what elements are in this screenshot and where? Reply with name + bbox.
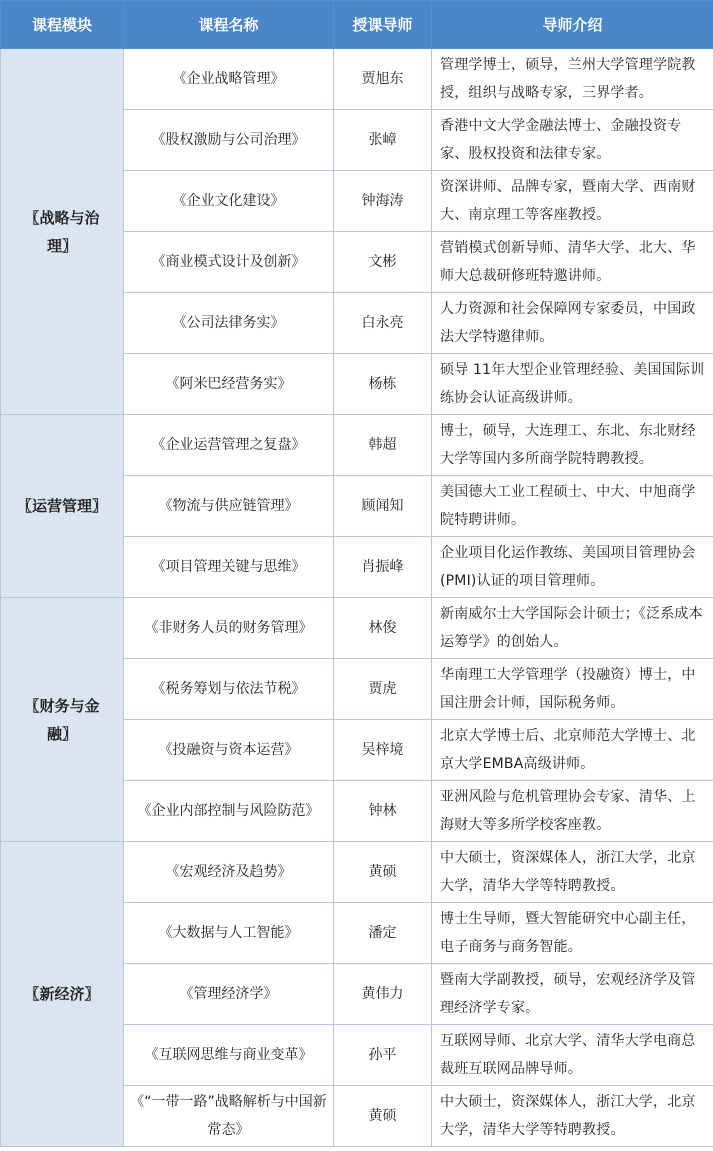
teacher-intro: 企业项目化运作教练、美国项目管理协会(PMI)认证的项目管理师。: [432, 537, 713, 598]
teacher-intro: 人力资源和社会保障网专家委员，中国政法大学特邀律师。: [432, 293, 713, 354]
module-cell: 〖财务与金融〗: [1, 598, 124, 842]
teacher-name: 林俊: [334, 598, 432, 659]
teacher-name: 吴梓境: [334, 720, 432, 781]
table-row: [1, 415, 713, 476]
teacher-intro: 中大硕士，资深媒体人，浙江大学，北京大学，清华大学等特聘教授。: [432, 1086, 713, 1147]
course-name: 《物流与供应链管理》: [124, 476, 334, 537]
teacher-name: 张嶂: [334, 110, 432, 171]
header-course: 课程名称: [124, 1, 334, 49]
teacher-name: 钟林: [334, 781, 432, 842]
teacher-name: 文彬: [334, 232, 432, 293]
course-name: 《阿米巴经营务实》: [124, 354, 334, 415]
module-cell: 〖新经济〗: [1, 842, 124, 1147]
course-name: 《商业模式设计及创新》: [124, 232, 334, 293]
course-name: 《项目管理关键与思维》: [124, 537, 334, 598]
header-module: 课程模块: [1, 1, 124, 49]
teacher-name: 韩超: [334, 415, 432, 476]
teacher-name: 潘定: [334, 903, 432, 964]
course-name: 《投融资与资本运营》: [124, 720, 334, 781]
teacher-intro: 北京大学博士后、北京师范大学博士、北京大学EMBA高级讲师。: [432, 720, 713, 781]
header-intro: 导师介绍: [432, 1, 713, 49]
teacher-intro: 新南威尔士大学国际会计硕士；《泛系成本运筹学》的创始人。: [432, 598, 713, 659]
teacher-intro: 香港中文大学金融法博士、金融投资专家、股权投资和法律专家。: [432, 110, 713, 171]
teacher-name: 杨栋: [334, 354, 432, 415]
teacher-name: 贾旭东: [334, 49, 432, 110]
course-name: 《大数据与人工智能》: [124, 903, 334, 964]
teacher-intro: 博士，硕导，大连理工、东北、东北财经大学等国内多所商学院特聘教授。: [432, 415, 713, 476]
teacher-name: 白永亮: [334, 293, 432, 354]
teacher-name: 顾闻知: [334, 476, 432, 537]
teacher-intro: 中大硕士，资深媒体人，浙江大学，北京大学，清华大学等特聘教授。: [432, 842, 713, 903]
course-name: 《企业文化建设》: [124, 171, 334, 232]
teacher-name: 钟海涛: [334, 171, 432, 232]
course-name: 《企业内部控制与风险防范》: [124, 781, 334, 842]
course-name: 《管理经济学》: [124, 964, 334, 1025]
teacher-intro: 美国德大工业工程硕士、中大、中旭商学院特聘讲师。: [432, 476, 713, 537]
teacher-name: 肖振峰: [334, 537, 432, 598]
teacher-intro: 互联网导师、北京大学、清华大学电商总裁班互联网品牌导师。: [432, 1025, 713, 1086]
course-name: 《宏观经济及趋势》: [124, 842, 334, 903]
teacher-name: 黄硕: [334, 1086, 432, 1147]
teacher-intro: 博士生导师，暨大智能研究中心副主任，电子商务与商务智能。: [432, 903, 713, 964]
teacher-intro: 硕导 11年大型企业管理经验、美国国际训练协会认证高级讲师。: [432, 354, 713, 415]
course-name: 《企业运营管理之复盘》: [124, 415, 334, 476]
header-teacher: 授课导师: [334, 1, 432, 49]
teacher-intro: 管理学博士，硕导，兰州大学管理学院教授，组织与战略专家，三界学者。: [432, 49, 713, 110]
course-name: 《非财务人员的财务管理》: [124, 598, 334, 659]
course-name: 《税务筹划与依法节税》: [124, 659, 334, 720]
teacher-intro: 营销模式创新导师、清华大学、北大、华师大总裁研修班特邀讲师。: [432, 232, 713, 293]
teacher-name: 贾虎: [334, 659, 432, 720]
course-name: 《“一带一路”战略解析与中国新常态》: [124, 1086, 334, 1147]
module-cell: 〖运营管理〗: [1, 415, 124, 598]
teacher-intro: 暨南大学副教授，硕导，宏观经济学及管理经济学专家。: [432, 964, 713, 1025]
module-cell: 〖战略与治理〗: [1, 49, 124, 415]
table-header-row: [1, 1, 713, 49]
teacher-intro: 亚洲风险与危机管理协会专家、清华、上海财大等多所学校客座教。: [432, 781, 713, 842]
teacher-name: 黄伟力: [334, 964, 432, 1025]
table-row: [1, 49, 713, 110]
table-row: [1, 842, 713, 903]
teacher-name: 黄硕: [334, 842, 432, 903]
table-row: [1, 598, 713, 659]
course-name: 《公司法律务实》: [124, 293, 334, 354]
course-name: 《互联网思维与商业变革》: [124, 1025, 334, 1086]
teacher-intro: 华南理工大学管理学（投融资）博士，中国注册会计师，国际税务师。: [432, 659, 713, 720]
course-name: 《企业战略管理》: [124, 49, 334, 110]
teacher-name: 孙平: [334, 1025, 432, 1086]
course-name: 《股权激励与公司治理》: [124, 110, 334, 171]
teacher-intro: 资深讲师、品牌专家，暨南大学、西南财大、南京理工等客座教授。: [432, 171, 713, 232]
